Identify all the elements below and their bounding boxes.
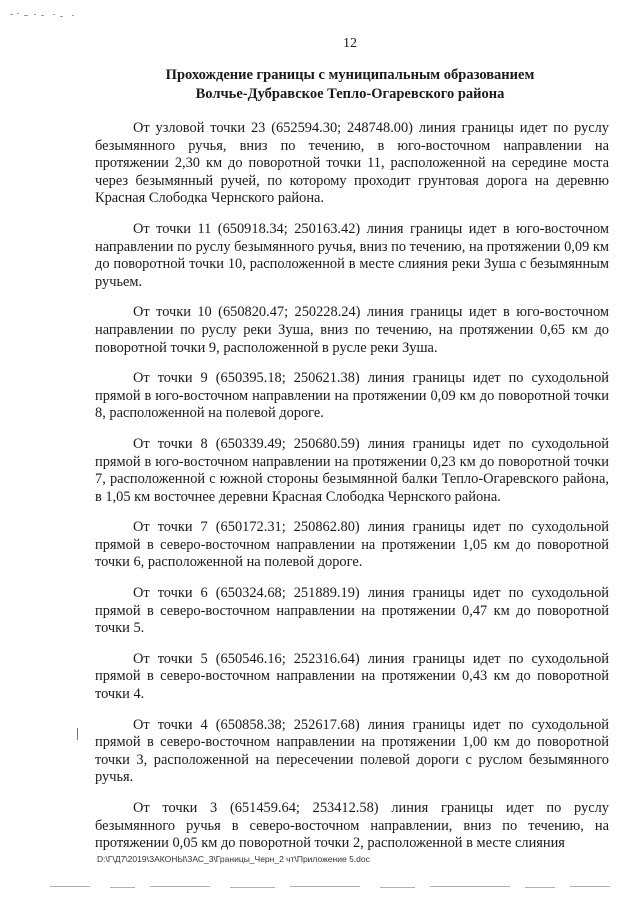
heading-line-1: Прохождение границы с муниципальным образованием <box>165 67 535 83</box>
file-path-footer: D:\Г\Д7\2019\ЗАКОНЫ\ЗАС_3\Границы_Черн_2 чт\Приложение 5.doc <box>97 854 370 864</box>
paragraph: От точки 6 (650324.68; 251889.19) линия границы идет по суходольной прямой в северо-восточном направлении на протяжении 0,47 км до поворотной точки 5. <box>95 585 609 637</box>
paragraph: От узловой точки 23 (652594.30; 248748.00) линия границы идет по руслу безымянного ручья, вниз по течению, в юго-восточном направлении на протяжении 2,30 км до поворотной точки 11, расположенной на середине моста через безымянный ручей, по которому проходит грунтовая дорога на деревню Красная Слободка Чернского района. <box>95 120 609 207</box>
paragraph: От точки 4 (650858.38; 252617.68) линия границы идет по суходольной прямой в северо-восточном направлении на протяжении 1,00 км до поворотной точки 3, расположенной на пересечении полевой дороги с руслом безымянного ручья. <box>95 716 609 786</box>
paragraph: От точки 7 (650172.31; 250862.80) линия границы идет по суходольной прямой в северо-восточном направлении на протяжении 1,05 км до поворотной точки 6, расположенной на полевой дороге. <box>95 519 609 571</box>
document-body <box>95 120 609 866</box>
scan-margin-mark <box>76 728 79 740</box>
scan-noise-bottom <box>40 884 620 890</box>
heading-line-2: Волчье-Дубравское Тепло-Огаревского района <box>195 86 505 102</box>
scan-noise-top <box>8 10 88 20</box>
paragraph: От точки 11 (650918.34; 250163.42) линия границы идет в юго-восточном направлении по руслу безымянного ручья, вниз по течению, на протяжении 0,09 км до поворотной точки 10, расположенной в месте слияния реки Зуша с безымянным ручьем. <box>95 220 609 290</box>
page-number: 12 <box>343 36 357 51</box>
paragraph: От точки 8 (650339.49; 250680.59) линия границы идет по суходольной прямой в юго-восточном направлении на протяжении 0,23 км до поворотной точки 7, расположенной с южной стороны безымянной балки Тепло-Огаревского района, в 1,05 км восточнее деревни Красная Слободка Чернского района. <box>95 435 609 505</box>
paragraph: От точки 3 (651459.64; 253412.58) линия границы идет по руслу безымянного ручья в северо-восточном направлении, вниз по течению, на протяжении 0,05 км до поворотной точки 2, расположенной в месте слияния <box>95 800 609 852</box>
paragraph: От точки 10 (650820.47; 250228.24) линия границы идет в юго-восточном направлении по руслу реки Зуша, вниз по течению, на протяжении 0,65 км до поворотной точки 9, расположенной в русле реки Зуша. <box>95 304 609 356</box>
paragraph: От точки 9 (650395.18; 250621.38) линия границы идет по суходольной прямой в юго-восточном направлении на протяжении 0,09 км до поворотной точки 8, расположенной на полевой дороге. <box>95 370 609 422</box>
paragraph: От точки 5 (650546.16; 252316.64) линия границы идет по суходольной прямой в северо-восточном направлении на протяжении 0,43 км до поворотной точки 4. <box>95 650 609 703</box>
section-heading <box>90 66 610 104</box>
